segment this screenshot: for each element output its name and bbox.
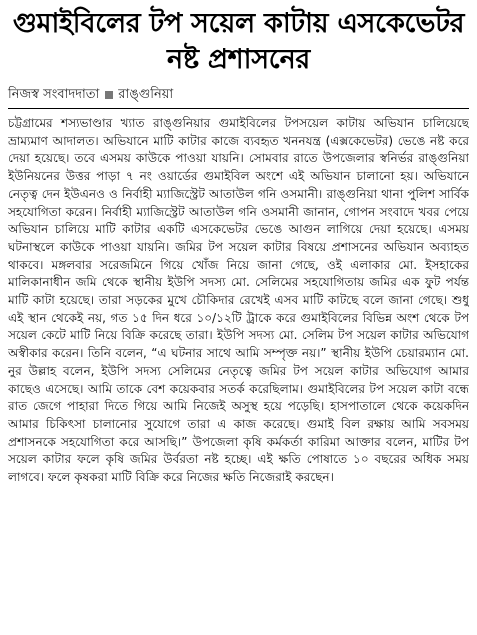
byline-author: নিজস্ব সংবাদদাতা xyxy=(8,87,100,102)
divider xyxy=(8,108,469,109)
byline-location: রাঙ্গুনিয়া xyxy=(118,87,174,102)
byline xyxy=(8,86,469,104)
article-body: চট্টগ্রামের শস্যভাণ্ডার খ্যাত রাঙ্গুনিয়ার গুমাইবিলের টপসয়েল কাটায় অভিযান চালিয়েছে ভ্রাম্যমাণ আদালত। অভিযানে মাটি কাটার কাজে ব্যবহৃত খননযন্ত্র (এক্সকেভেটর) ভেঙে নষ্ট করে দেয়া হয়েছে। তবে এসময় কাউকে পাওয়া যায়নি। সোমবার রাতে উপজেলার স্বনির্ভর রাঙ্গুনিয়া ইউনিয়নের উত্তর পাড়া ৭ নং ওয়ার্ডের গুমাইবিল অংশে এই অভিযান চালানো হয়। অভিযানে নেতৃত্ব দেন ইউএনও ও নির্বাহী ম্যাজিস্ট্রেট আতাউল গনি ওসমানী। রাঙ্গুনিয়া থানা পুলিশ সার্বিক সহযোগিতা করেন। নির্বাহী ম্যাজিস্ট্রেট আতাউল গনি ওসমানী জানান, গোপন সংবাদে খবর পেয়ে অভিযান চালিয়ে মাটি কাটার একটি এসকেভেটর ভেঙে আগুন লাগিয়ে দেয়া হয়েছে। এসময় ঘটনাস্থলে কাউকে পাওয়া যায়নি। জমির টপ সয়েল কাটার বিষয়ে প্রশাসনের অভিযান অব্যাহত থাকবে। মঙ্গলবার সরেজমিনে গিয়ে খোঁজ নিয়ে জানা গেছে, ওই এলাকার মো. ইসহাকের মালিকানাধীন জমি থেকে স্থানীয় ইউপি সদস্য মো. সেলিমের সহযোগিতায় জমির এক ফুট পর্যন্ত মাটি কাটা হয়েছে। তারা সড়কের মুখে চৌকিদার রেখেই এসব মাটি কাটছে বলে জানা গেছে। শুধু এই স্থান থেকেই নয়, গত ১৫ দিন ধরে ১০/১২টি ট্রাকে করে গুমাইবিলের বিভিন্ন অংশ থেকে টপ সয়েল কেটে মাটি নিয়ে বিক্রি করেছে তারা। ইউপি সদস্য মো. সেলিম টপ সয়েল কাটার অভিযোগ অস্বীকার করেন। তিনি বলেন, “এ ঘটনার সাথে আমি সম্পৃক্ত নয়।” স্থানীয় ইউপি চেয়ারম্যান মো. নুর উল্লাহ বলেন, ইউপি সদস্য সেলিমের নেতৃত্বে জমির টপ সয়েল কাটার অভিযোগ আমার কাছেও এসেছে। আমি তাকে বেশ কয়েকবার সতর্ক করেছিলাম। গুমাইবিলের টপ সয়েল কাটা বন্ধে রাত জেগে পাহারা দিতে গিয়ে আমি নিজেই অসুস্থ হয়ে পড়েছি। হাসপাতালে থেকে কয়েকদিন আমার চিকিৎসা চালানোর সুযোগে তারা এ কাজ করেছে। গুমাই বিল রক্ষায় আমি সবসময় প্রশাসনকে সহযোগিতা করে আসছি।” উপজেলা কৃষি কর্মকর্তা কারিমা আক্তার বলেন, মাটির টপ সয়েল কাটার ফলে কৃষি জমির উর্বরতা নষ্ট হচ্ছে। এই ক্ষতি পোষাতে ১০ বছরের অধিক সময় লাগবে। ফলে কৃষকরা মাটি বিক্রি করে নিজের ক্ষতি নিজেরাই করছেন। xyxy=(8,116,469,485)
article-headline: গুমাইবিলের টপ সয়েল কাটায় এসকেভেটর নষ্ট প্রশাসনের xyxy=(12,8,465,75)
square-bullet-icon xyxy=(105,91,113,99)
